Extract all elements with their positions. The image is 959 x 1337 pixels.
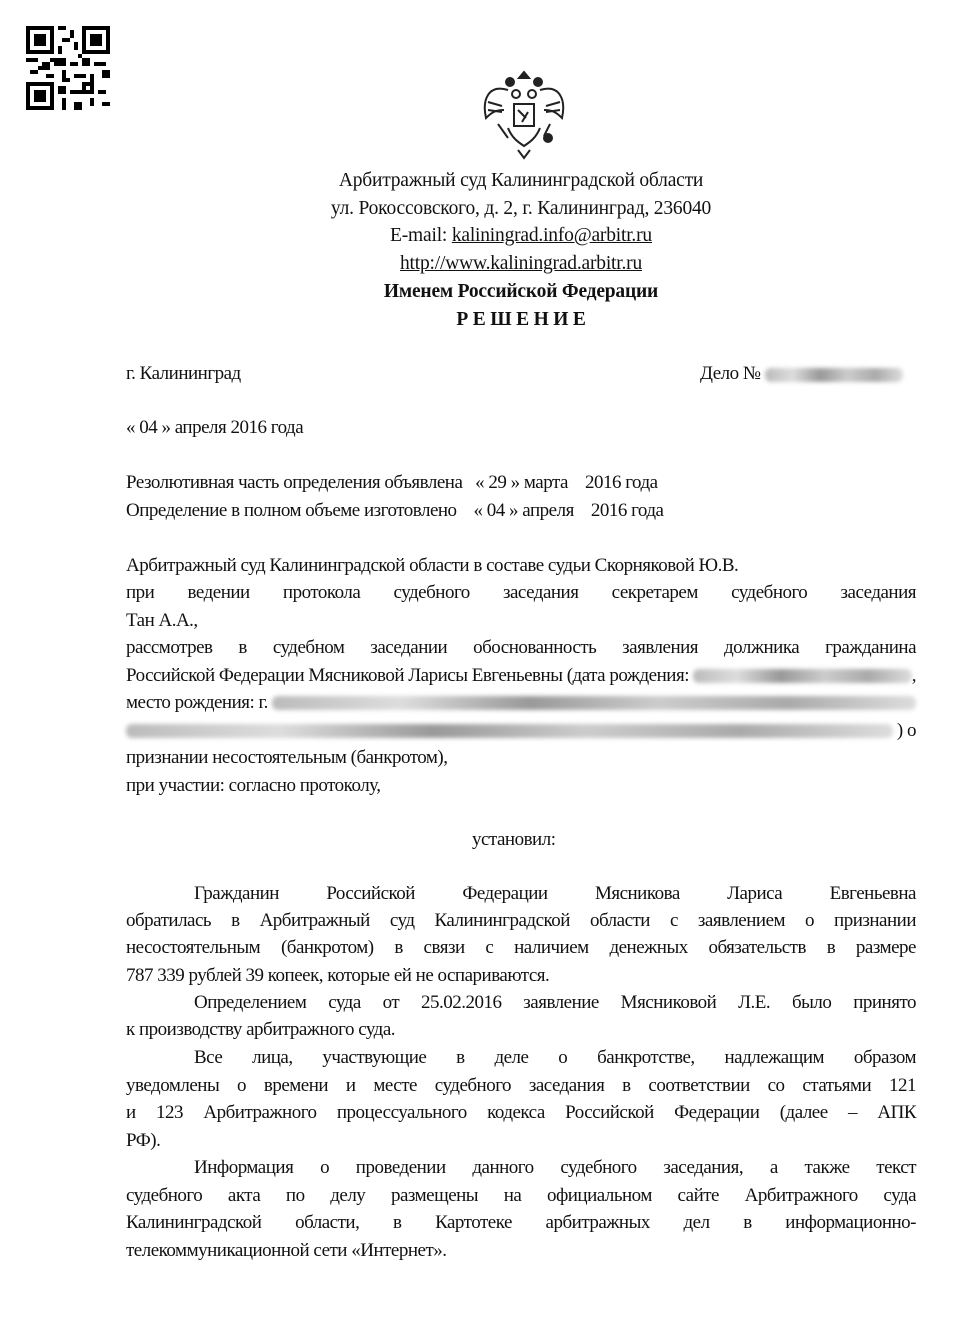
qr-code	[26, 26, 110, 110]
resolution-announced: Резолютивная часть определения объявлена « 29 » марта 2016 года	[126, 472, 658, 493]
case-number	[700, 363, 903, 385]
intro-line: при участии: согласно протоколу,	[126, 775, 381, 796]
decision-date: « 04 » апреля 2016 года	[126, 417, 304, 438]
paragraph-line: и 123 Арбитражного процессуального кодекса Российской Федерации (далее – АПК	[126, 1102, 916, 1123]
city: г. Калининград	[126, 363, 241, 384]
court-email-line	[126, 225, 916, 247]
paragraph-line: Информация о проведении данного судебного заседания, а также текст	[194, 1157, 916, 1178]
intro-text: ,	[911, 665, 916, 686]
paragraph-line: обратилась в Арбитражный суд Калининградской области с заявлением о признании	[126, 910, 916, 931]
paragraph-line: Гражданин Российской Федерации Мясникова Лариса Евгеньевна	[194, 883, 916, 904]
court-name: Арбитражный суд Калининградской области	[338, 170, 704, 191]
in-the-name-heading: Именем Российской Федерации	[383, 281, 659, 302]
intro-line: Арбитражный суд Калининградской области в составе судьи Скорняковой Ю.В.	[126, 555, 739, 576]
email-link[interactable]: kaliningrad.info@arbitr.ru	[451, 225, 652, 246]
redacted-birth-place	[272, 696, 916, 710]
email-label: E-mail:	[390, 225, 452, 246]
intro-line: Тан А.А.,	[126, 610, 198, 631]
website-link[interactable]: http://www.kaliningrad.arbitr.ru	[400, 253, 642, 274]
redacted-case-number	[765, 368, 903, 382]
redacted-address	[126, 724, 893, 738]
paragraph-line: Определением суда от 25.02.2016 заявление Мясниковой Л.Е. было принято	[194, 992, 916, 1013]
paragraph-line: Калининградской области, в Картотеке арбитражных дел в информационно-	[126, 1212, 916, 1233]
intro-text: ) о	[896, 720, 916, 741]
intro-line	[126, 720, 916, 742]
court-address: ул. Рокоссовского, д. 2, г. Калининград, 236040	[330, 198, 712, 219]
intro-text: место рождения: г.	[126, 692, 268, 713]
intro-line	[126, 665, 916, 687]
court-website-line	[126, 253, 916, 275]
coat-of-arms-emblem	[478, 66, 570, 164]
paragraph-line: судебного акта по делу размещены на официальном сайте Арбитражного суда	[126, 1185, 916, 1206]
document-type-heading: Р Е Ш Е Н И Е	[456, 309, 586, 330]
intro-line: при ведении протокола судебного заседания секретарем судебного заседания	[126, 582, 916, 603]
established-heading: установил:	[472, 829, 556, 850]
paragraph-line: к производству арбитражного суда.	[126, 1019, 396, 1040]
intro-line: признании несостоятельным (банкротом),	[126, 747, 448, 768]
paragraph-line: несостоятельным (банкротом) в связи с наличием денежных обязательств в размере	[126, 937, 916, 958]
paragraph-line: РФ).	[126, 1130, 161, 1151]
intro-text: Российской Федерации Мясниковой Ларисы Евгеньевны (дата рождения:	[126, 665, 689, 686]
intro-line: рассмотрев в судебном заседании обоснованность заявления должника гражданина	[126, 637, 916, 658]
full-text-made: Определение в полном объеме изготовлено « 04 » апреля 2016 года	[126, 500, 664, 521]
paragraph-line: Все лица, участвующие в деле о банкротстве, надлежащим образом	[194, 1047, 916, 1068]
paragraph-line: телекоммуникационной сети «Интернет».	[126, 1240, 447, 1261]
paragraph-line: уведомлены о времени и месте судебного заседания в соответствии со статьями 121	[126, 1075, 916, 1096]
case-label: Дело №	[700, 363, 761, 384]
redacted-birth-date	[693, 669, 912, 683]
intro-line	[126, 692, 916, 714]
paragraph-line: 787 339 рублей 39 копеек, которые ей не оспариваются.	[126, 965, 550, 986]
